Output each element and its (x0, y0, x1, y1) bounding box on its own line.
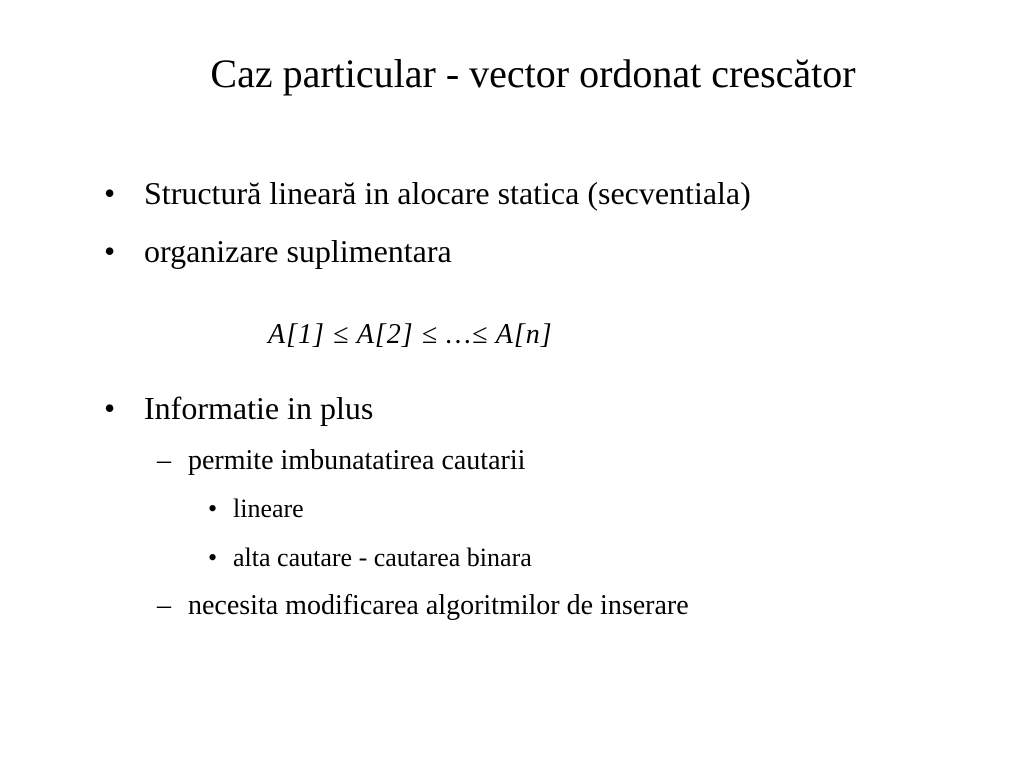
bullet-text: Structură lineară in alocare statica (secventiala) (144, 175, 751, 211)
ordering-formula: A[1] ≤ A[2] ≤ …≤ A[n] (268, 319, 553, 350)
dash-marker: – (157, 590, 171, 621)
bullet-marker: • (104, 390, 116, 426)
bullet-text: organizare suplimentara (144, 233, 452, 269)
bullet-marker: • (208, 494, 218, 523)
bullet-marker: • (104, 233, 116, 269)
bullet-text: Informatie in plus (144, 390, 374, 426)
bullet-marker: • (104, 175, 116, 211)
sub-sub-item-text: alta cautare - cautarea binara (233, 543, 532, 572)
sub-item-text: necesita modificarea algoritmilor de inserare (188, 590, 689, 621)
sub-sub-item-text: lineare (233, 494, 304, 523)
bullet-marker: • (208, 543, 218, 572)
dash-marker: – (157, 445, 171, 476)
sub-item-text: permite imbunatatirea cautarii (188, 445, 526, 476)
slide-title: Caz particular - vector ordonat crescător (210, 51, 856, 96)
